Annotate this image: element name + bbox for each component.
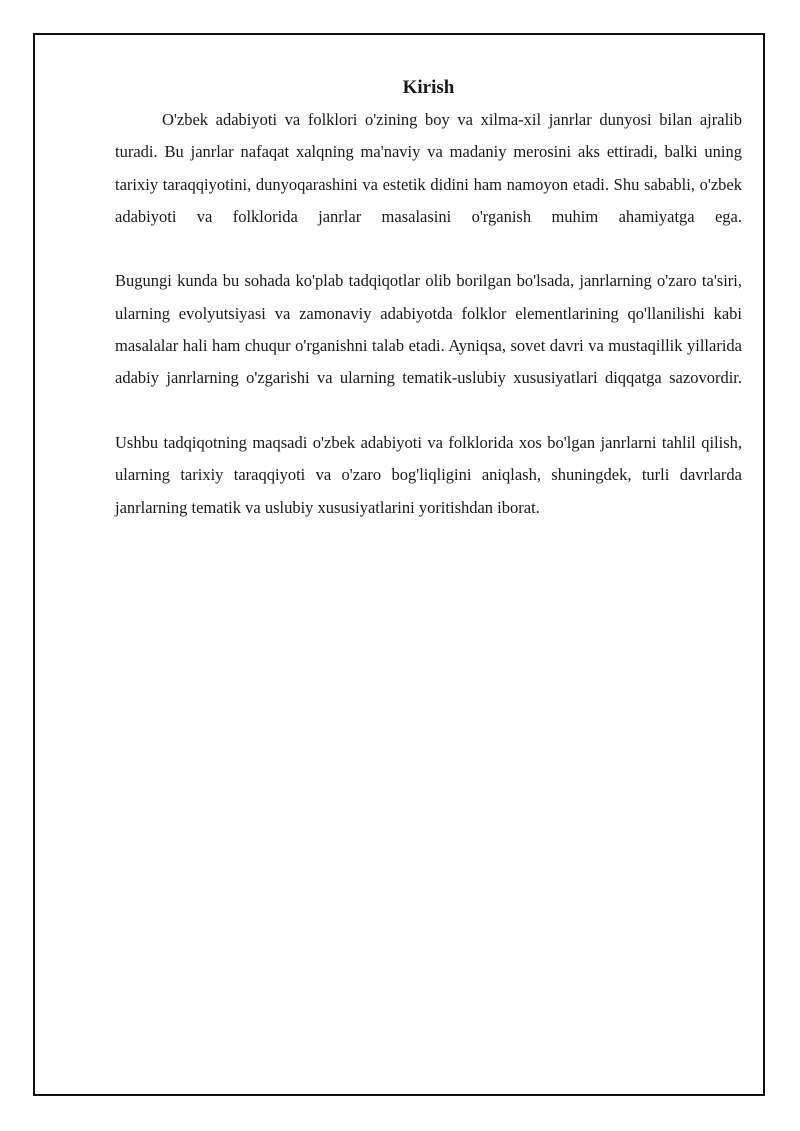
paragraph-intro: O'zbek adabiyoti va folklori o'zining boy va xilma-xil janrlar dunyosi bilan ajralib turadi. Bu janrlar nafaqat xalqning ma'naviy va madaniy merosini aks ettiradi, balki uning tarixiy taraqqiyotini, dunyoqarashini va estetik didini ham namoyon etadi. Shu sababli, o'zbek adabiyoti va folklorida janrlar masalasini o'rganish muhim ahamiyatga ega. bbox=[115, 110, 742, 226]
page-title: Kirish bbox=[402, 77, 455, 98]
paragraph-research-goal: Ushbu tadqiqotning maqsadi o'zbek adabiyoti va folklorida xos bo'lgan janrlarni tahlil qilish, ularning tarixiy taraqqiyoti va o'zaro bog'liqligini aniqlash, shuningdek, turli davrlarda janrlarning tematik va uslubiy xususiyatlarini yoritishdan iborat. bbox=[115, 432, 742, 517]
paragraph-research-state: Bugungi kunda bu sohada ko'plab tadqiqotlar olib borilgan bo'lsada, janrlarning o'zaro ta'siri, ularning evolyutsiyasi va zamonaviy adabiyotda folklor elementlarining qo'llanilishi kabi masalalar hali ham chuqur o'rganishni talab etadi. Ayniqsa, sovet davri va mustaqillik yillarida adabiy janrlarning o'zgarishi va ularning tematik-uslubiy xususiyatlari diqqatga sazovordir. bbox=[115, 271, 742, 388]
document-body bbox=[115, 72, 742, 524]
paragraph-spacer bbox=[115, 395, 742, 427]
paragraph-spacer bbox=[115, 233, 742, 265]
